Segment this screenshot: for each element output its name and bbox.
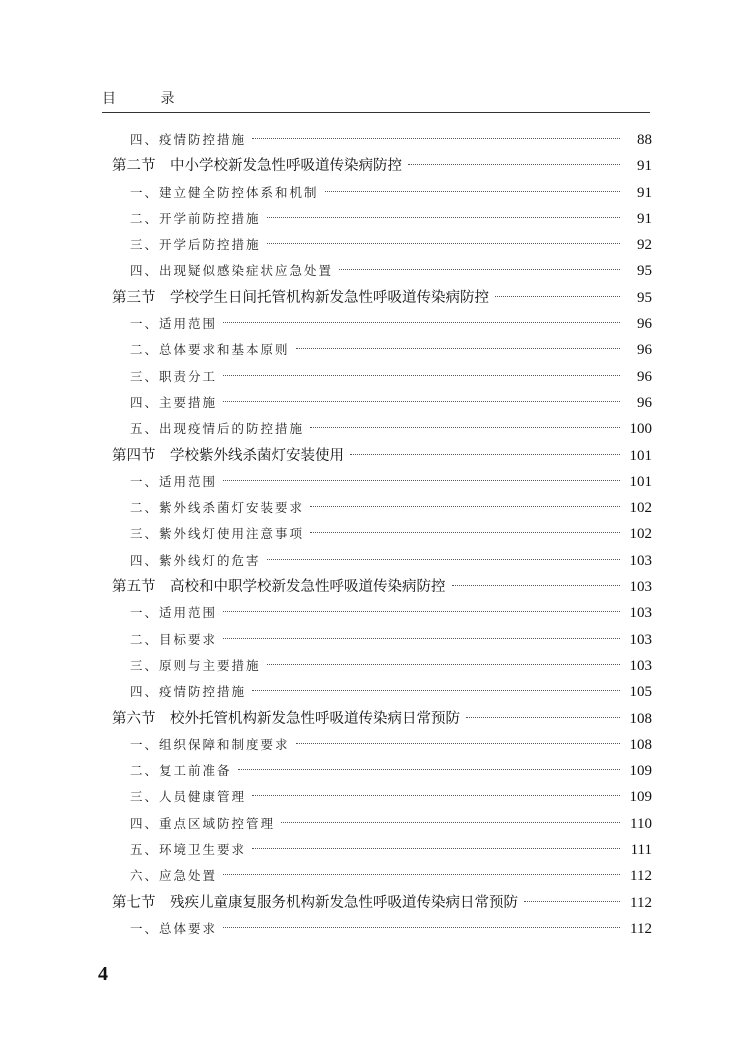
toc-entry-title: 二、复工前准备 bbox=[130, 763, 232, 779]
toc-subsection-entry[interactable] bbox=[112, 916, 652, 942]
toc-subsection-entry[interactable] bbox=[112, 258, 652, 284]
toc-subsection-entry[interactable] bbox=[112, 627, 652, 653]
toc-section-entry[interactable] bbox=[112, 890, 652, 916]
toc-entry-title: 五、出现疫情后的防控措施 bbox=[130, 421, 305, 437]
toc-subsection-entry[interactable] bbox=[112, 364, 652, 390]
toc-section-entry[interactable] bbox=[112, 706, 652, 732]
toc-entry-title: 第五节 高校和中职学校新发急性呼吸道传染病防控 bbox=[112, 579, 446, 596]
dot-leader bbox=[252, 690, 620, 691]
toc-entry-page-number: 110 bbox=[630, 815, 652, 832]
toc-entry-page-number: 112 bbox=[630, 920, 652, 937]
dot-leader bbox=[223, 874, 620, 875]
dot-leader bbox=[267, 664, 620, 665]
dot-leader bbox=[452, 585, 621, 586]
toc-section-entry[interactable] bbox=[112, 153, 652, 179]
dot-leader bbox=[310, 506, 620, 507]
toc-entry-page-number: 96 bbox=[637, 394, 652, 411]
toc-entry-page-number: 95 bbox=[637, 263, 652, 280]
toc-entry-page-number: 103 bbox=[629, 631, 652, 648]
dot-leader bbox=[223, 322, 620, 323]
toc-subsection-entry[interactable] bbox=[112, 863, 652, 889]
toc-entry-title: 三、紫外线灯使用注意事项 bbox=[130, 526, 305, 542]
toc-entry-title: 四、紫外线灯的危害 bbox=[130, 552, 261, 568]
toc-entry-title: 第六节 校外托管机构新发急性呼吸道传染病日常预防 bbox=[112, 710, 460, 727]
toc-entry-title: 四、出现疑似感染症状应急处置 bbox=[130, 263, 334, 279]
toc-entry-page-number: 108 bbox=[629, 710, 652, 727]
dot-leader bbox=[350, 454, 620, 455]
toc-entry-title: 第三节 学校学生日间托管机构新发急性呼吸道传染病防控 bbox=[112, 289, 489, 306]
toc-entry-page-number: 112 bbox=[630, 868, 652, 885]
toc-entry-page-number: 109 bbox=[629, 789, 652, 806]
toc-entry-page-number: 105 bbox=[629, 684, 652, 701]
dot-leader bbox=[252, 795, 620, 796]
dot-leader bbox=[296, 348, 620, 349]
dot-leader bbox=[408, 164, 620, 165]
dot-leader bbox=[325, 191, 620, 192]
dot-leader bbox=[524, 901, 620, 902]
toc-subsection-entry[interactable] bbox=[112, 784, 652, 810]
toc-subsection-entry[interactable] bbox=[112, 521, 652, 547]
toc-subsection-entry[interactable] bbox=[112, 837, 652, 863]
toc-subsection-entry[interactable] bbox=[112, 758, 652, 784]
toc-entry-title: 一、总体要求 bbox=[130, 920, 218, 936]
toc-entry-title: 一、组织保障和制度要求 bbox=[130, 736, 290, 752]
dot-leader bbox=[267, 559, 620, 560]
dot-leader bbox=[252, 138, 620, 139]
toc-subsection-entry[interactable] bbox=[112, 416, 652, 442]
running-header: 目 录 bbox=[102, 91, 195, 107]
toc-subsection-entry[interactable] bbox=[112, 206, 652, 232]
toc-entry-title: 二、总体要求和基本原则 bbox=[130, 342, 290, 358]
toc-subsection-entry[interactable] bbox=[112, 311, 652, 337]
toc-entry-page-number: 91 bbox=[637, 184, 652, 201]
table-of-contents bbox=[112, 127, 652, 942]
toc-subsection-entry[interactable] bbox=[112, 469, 652, 495]
toc-entry-title: 二、开学前防控措施 bbox=[130, 210, 261, 226]
toc-subsection-entry[interactable] bbox=[112, 390, 652, 416]
dot-leader bbox=[223, 401, 620, 402]
toc-subsection-entry[interactable] bbox=[112, 811, 652, 837]
toc-section-entry[interactable] bbox=[112, 443, 652, 469]
toc-entry-title: 一、适用范围 bbox=[130, 605, 218, 621]
toc-entry-title: 第二节 中小学校新发急性呼吸道传染病防控 bbox=[112, 158, 402, 175]
dot-leader bbox=[296, 743, 620, 744]
toc-entry-page-number: 96 bbox=[637, 316, 652, 333]
toc-section-entry[interactable] bbox=[112, 285, 652, 311]
dot-leader bbox=[223, 480, 620, 481]
toc-subsection-entry[interactable] bbox=[112, 653, 652, 679]
dot-leader bbox=[310, 427, 620, 428]
toc-entry-page-number: 91 bbox=[637, 210, 652, 227]
toc-entry-title: 四、重点区域防控管理 bbox=[130, 815, 276, 831]
toc-entry-page-number: 101 bbox=[629, 473, 652, 490]
toc-entry-title: 四、主要措施 bbox=[130, 394, 218, 410]
page-number: 4 bbox=[98, 963, 108, 985]
toc-entry-page-number: 109 bbox=[629, 763, 652, 780]
toc-subsection-entry[interactable] bbox=[112, 180, 652, 206]
toc-entry-title: 一、适用范围 bbox=[130, 316, 218, 332]
toc-entry-page-number: 102 bbox=[629, 526, 652, 543]
toc-subsection-entry[interactable] bbox=[112, 600, 652, 626]
dot-leader bbox=[310, 532, 620, 533]
toc-entry-page-number: 96 bbox=[637, 342, 652, 359]
dot-leader bbox=[281, 822, 620, 823]
toc-subsection-entry[interactable] bbox=[112, 732, 652, 758]
toc-entry-page-number: 112 bbox=[630, 894, 652, 911]
toc-entry-title: 三、开学后防控措施 bbox=[130, 237, 261, 253]
toc-entry-page-number: 102 bbox=[629, 500, 652, 517]
toc-entry-page-number: 103 bbox=[629, 605, 652, 622]
dot-leader bbox=[267, 243, 620, 244]
toc-entry-page-number: 101 bbox=[629, 447, 652, 464]
toc-section-entry[interactable] bbox=[112, 574, 652, 600]
toc-entry-title: 三、人员健康管理 bbox=[130, 789, 247, 805]
dot-leader bbox=[267, 217, 620, 218]
toc-subsection-entry[interactable] bbox=[112, 337, 652, 363]
toc-subsection-entry[interactable] bbox=[112, 232, 652, 258]
toc-entry-title: 四、疫情防控措施 bbox=[130, 684, 247, 700]
toc-entry-title: 一、适用范围 bbox=[130, 473, 218, 489]
toc-entry-page-number: 103 bbox=[629, 579, 652, 596]
toc-entry-title: 四、疫情防控措施 bbox=[130, 132, 247, 147]
toc-entry-page-number: 88 bbox=[637, 132, 652, 148]
toc-entry-title: 六、应急处置 bbox=[130, 868, 218, 884]
toc-entry-page-number: 100 bbox=[629, 421, 652, 438]
dot-leader bbox=[238, 769, 620, 770]
dot-leader bbox=[223, 611, 620, 612]
toc-entry-title: 三、原则与主要措施 bbox=[130, 657, 261, 673]
dot-leader bbox=[339, 269, 620, 270]
toc-subsection-entry[interactable] bbox=[112, 127, 652, 153]
dot-leader bbox=[495, 296, 620, 297]
toc-entry-page-number: 95 bbox=[637, 289, 652, 306]
toc-entry-page-number: 103 bbox=[629, 657, 652, 674]
dot-leader bbox=[223, 375, 620, 376]
toc-entry-title: 第四节 学校紫外线杀菌灯安装使用 bbox=[112, 447, 344, 464]
toc-subsection-entry[interactable] bbox=[112, 548, 652, 574]
toc-subsection-entry[interactable] bbox=[112, 679, 652, 705]
dot-leader bbox=[223, 638, 620, 639]
toc-entry-page-number: 103 bbox=[629, 552, 652, 569]
dot-leader bbox=[223, 927, 620, 928]
toc-entry-title: 一、建立健全防控体系和机制 bbox=[130, 184, 319, 200]
toc-subsection-entry[interactable] bbox=[112, 495, 652, 521]
toc-entry-page-number: 92 bbox=[637, 237, 652, 254]
toc-entry-title: 二、紫外线杀菌灯安装要求 bbox=[130, 500, 305, 516]
toc-entry-page-number: 111 bbox=[630, 842, 652, 859]
toc-entry-title: 三、职责分工 bbox=[130, 368, 218, 384]
toc-entry-title: 二、目标要求 bbox=[130, 631, 218, 647]
toc-entry-page-number: 108 bbox=[629, 736, 652, 753]
header-rule bbox=[102, 112, 650, 113]
toc-entry-title: 五、环境卫生要求 bbox=[130, 842, 247, 858]
dot-leader bbox=[466, 717, 620, 718]
toc-entry-page-number: 96 bbox=[637, 368, 652, 385]
dot-leader bbox=[252, 848, 620, 849]
toc-entry-title: 第七节 残疾儿童康复服务机构新发急性呼吸道传染病日常预防 bbox=[112, 894, 518, 911]
toc-entry-page-number: 91 bbox=[637, 158, 652, 175]
